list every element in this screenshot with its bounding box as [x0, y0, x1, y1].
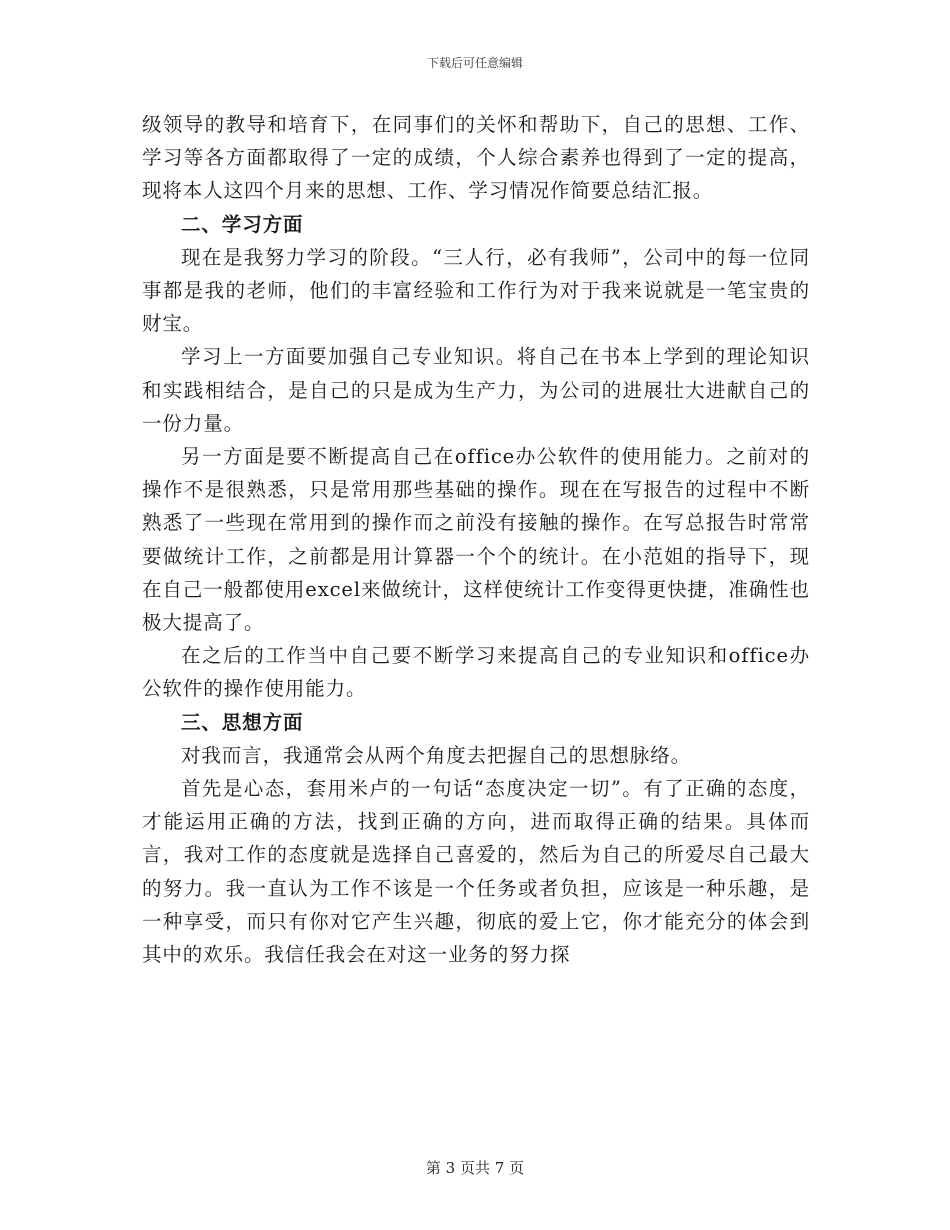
paragraph-study-office: 另一方面是要不断提高自己在office办公软件的使用能力。之前对的操作不是很熟悉，只是常用那些基础的操作。现在在写报告的过程中不断熟悉了一些现在常用到的操作而之前没有接触的操作。在写总报告时常常要做统计工作，之前都是用计算器一个个的统计。在小范姐的指导下，现在自己一般都使用excel来做统计，这样使统计工作变得更快捷，准确性也极大提高了。	[142, 445, 810, 635]
page-header: 下载后可任意编辑	[426, 56, 523, 70]
paragraph-study-future: 在之后的工作当中自己要不断学习来提高自己的专业知识和office办公软件的操作使用能力。	[142, 644, 810, 701]
paragraph-study-stage: 现在是我努力学习的阶段。“三人行，必有我师”，公司中的每一位同事都是我的老师，他们的丰富经验和工作行为对于我来说就是一笔宝贵的财宝。	[142, 245, 810, 336]
paragraph-thinking-intro: 对我而言，我通常会从两个角度去把握自己的思想脉络。	[181, 743, 692, 767]
document-body	[142, 108, 810, 971]
paragraph-study-professional: 学习上一方面要加强自己专业知识。将自己在书本上学到的理论知识和实践相结合，是自己的只是成为生产力，为公司的进展壮大进献自己的一份力量。	[142, 345, 810, 435]
paragraph-intro-continued: 级领导的教导和培育下，在同事们的关怀和帮助下，自己的思想、工作、学习等各方面都取得了一定的成绩，个人综合素养也得到了一定的提高，现将本人这四个月来的思想、工作、学习情况作简要总结汇报。	[142, 113, 810, 203]
section-heading-study: 二、学习方面	[181, 212, 304, 236]
section-heading-thinking: 三、思想方面	[181, 710, 304, 734]
paragraph-thinking-attitude: 首先是心态，套用米卢的一句话“态度决定一切”。有了正确的态度，才能运用正确的方法，找到正确的方向，进而取得正确的结果。具体而言，我对工作的态度就是选择自己喜爱的，然后为自己的所爱尽自己最大的努力。我一直认为工作不该是一个任务或者负担，应该是一种乐趣，是一种享受，而只有你对它产生兴趣，彻底的爱上它，你才能充分的体会到其中的欢乐。我信任我会在对这一业务的努力探	[142, 777, 810, 967]
page-footer: 第 3 页共 7 页	[425, 1159, 525, 1177]
